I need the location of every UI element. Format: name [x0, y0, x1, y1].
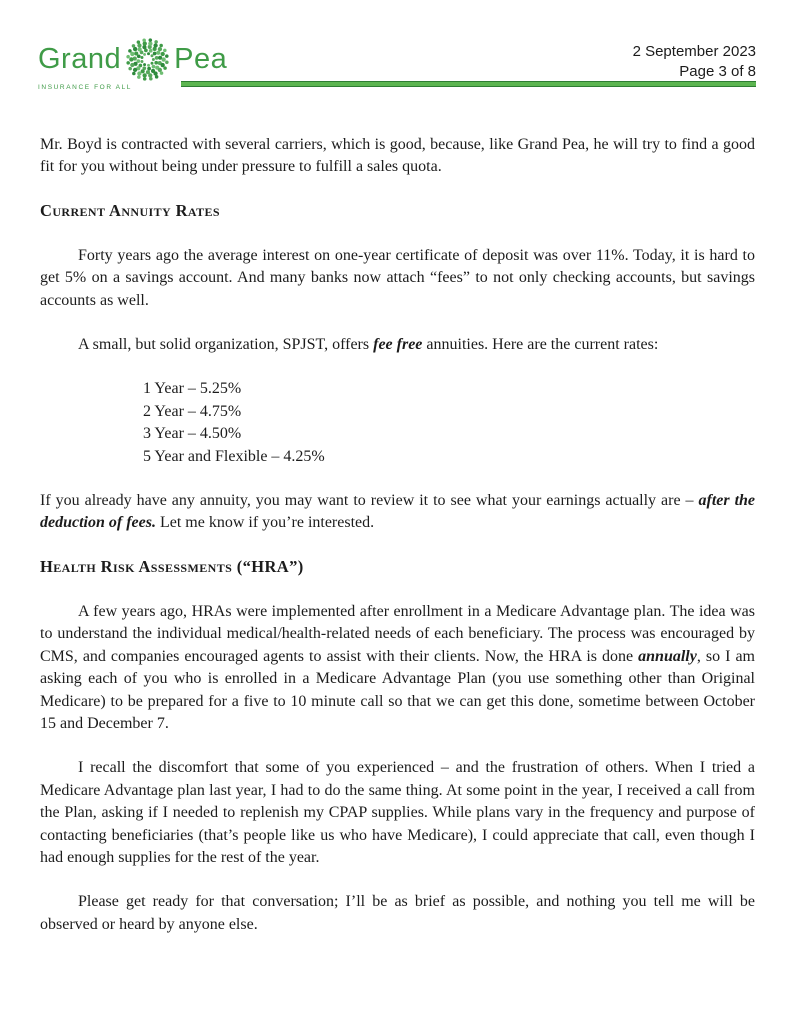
paragraph-forty-years: Forty years ago the average interest on one-year certificate of deposit was over 11%. Today, it is hard to get 5% on a savings account. And many banks now attach “fees” to not only checking accounts, but savings accounts as well.	[40, 246, 755, 309]
paragraph-hra	[40, 601, 755, 735]
hra-text-after: , so I am asking each of you who is enrolled in a Medicare Advantage Plan (you use something other than Original Medicare) to be prepared for a five to 10 minute call so that we can get this done, sometime between October 15 and December 7.	[40, 647, 755, 732]
header-page-number: Page 3 of 8	[679, 63, 756, 80]
hra-emphasis-annually: annually	[638, 647, 697, 665]
header-date: 2 September 2023	[632, 43, 756, 60]
header-date-block	[633, 42, 756, 82]
page-header	[0, 0, 800, 134]
logo-word-pea: Pea	[174, 43, 228, 75]
rate-line-1-year: 1 Year – 5.25%	[143, 380, 242, 398]
paragraph-review-annuity	[40, 490, 755, 535]
spjst-emphasis-fee-free: fee free	[373, 336, 423, 354]
header-rule	[181, 81, 756, 87]
rate-line-3-year: 3 Year – 4.50%	[143, 425, 242, 443]
review-text-after: Let me know if you’re interested.	[155, 514, 375, 532]
logo-row	[38, 36, 227, 83]
paragraph-spjst	[40, 334, 755, 356]
spjst-text-before: A small, but solid organization, SPJST, offers	[78, 336, 374, 354]
rate-line-2-year: 2 Year – 4.75%	[143, 402, 242, 420]
rate-line-5-year-flexible: 5 Year and Flexible – 4.25%	[143, 447, 325, 465]
logo-word-grand: Grand	[38, 43, 122, 75]
logo-tagline: INSURANCE FOR ALL	[38, 84, 133, 91]
review-text-before: If you already have any annuity, you may want to review it to see what your earnings actually are –	[40, 492, 699, 510]
pea-flower-icon	[124, 36, 171, 83]
paragraph-please-get-ready: Please get ready for that conversation; I’ll be as brief as possible, and nothing you tell me will be observed or heard by anyone else.	[40, 893, 755, 933]
paragraph-intro: Mr. Boyd is contracted with several carriers, which is good, because, like Grand Pea, he will try to find a good fit for you without being under pressure to fulfill a sales quota.	[40, 136, 755, 176]
paragraph-recall-discomfort: I recall the discomfort that some of you experienced – and the frustration of others. When I tried a Medicare Advantage plan last year, I had to do the same thing. At some point in the year, I received a call from the Plan, asking if I needed to replenish my CPAP supplies. While plans vary in the frequency and purpose of contacting beneficiaries (that’s people like us who have Medicare), I could appreciate that call, even though I had enough supplies for the rest of the year.	[40, 759, 755, 866]
review-emphasis-deduction-of-fees: after the deduction of fees.	[40, 492, 756, 532]
letter-body	[0, 134, 800, 936]
hra-text-before: A few years ago, HRAs were implemented after enrollment in a Medicare Advantage plan. The idea was to understand the individual medical/health-related needs of each beneficiary. The process was encouraged by CMS, and companies encouraged agents to assist with their clients. Now, the HRA is done	[40, 602, 755, 665]
spjst-text-after: annuities. Here are the current rates:	[422, 336, 659, 354]
heading-current-annuity-rates: Current Annuity Rates	[40, 200, 220, 220]
annuity-rates-list	[143, 378, 755, 468]
heading-health-risk-assessments: Health Risk Assessments (“HRA”)	[40, 556, 304, 576]
